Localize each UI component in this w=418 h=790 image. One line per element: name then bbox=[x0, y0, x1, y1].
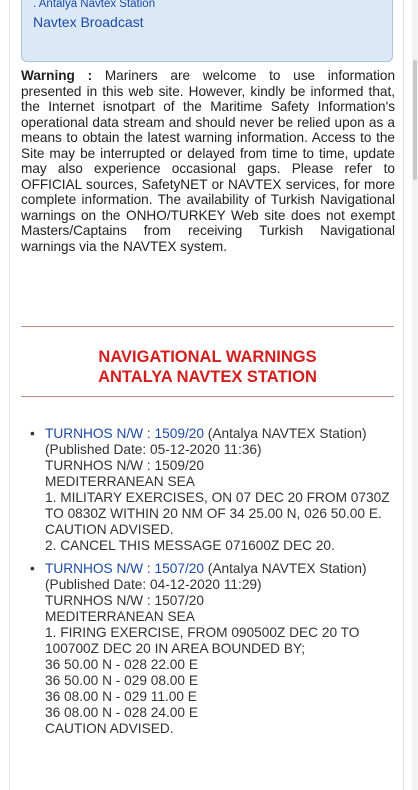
station-box bbox=[21, 0, 393, 62]
warning-id: TURNHOS N/W : 1509/20 bbox=[45, 458, 204, 473]
warning-item-1507 bbox=[30, 561, 390, 737]
published-date: (Published Date: 04-12-2020 11:29) bbox=[45, 577, 262, 592]
warning-link-1507[interactable]: TURNHOS N/W : 1507/20 bbox=[45, 561, 204, 576]
scrollbar-track[interactable] bbox=[412, 0, 418, 790]
divider-bottom bbox=[21, 396, 394, 397]
bullet-icon: • bbox=[30, 426, 35, 441]
scrollbar-thumb[interactable] bbox=[413, 60, 417, 180]
warning-line: 1. MILITARY EXERCISES, ON 07 DEC 20 FROM 0730Z TO 0830Z WITHIN 20 NM OF 34 25.00 N, 026 50.00 E. CAUTION ADVISED. bbox=[45, 490, 390, 537]
warning-area: MEDITERRANEAN SEA bbox=[45, 474, 195, 489]
warning-id: TURNHOS N/W : 1507/20 bbox=[45, 593, 204, 608]
coordinate-line: 36 50.00 N - 029 08.00 E bbox=[45, 673, 198, 688]
station-subtitle-link[interactable]: . Antalya Navtex Station bbox=[33, 0, 156, 10]
section-subtitle: ANTALYA NAVTEX STATION bbox=[98, 368, 317, 386]
warning-station: (Antalya NAVTEX Station) bbox=[203, 561, 367, 576]
divider-top bbox=[21, 326, 394, 327]
warning-line: 1. FIRING EXERCISE, FROM 090500Z DEC 20 TO 100700Z DEC 20 IN AREA BOUNDED BY; bbox=[45, 625, 360, 656]
warning-line: CAUTION ADVISED. bbox=[45, 721, 174, 736]
disclaimer-label: Warning : bbox=[21, 68, 93, 83]
coordinate-line: 36 50.00 N - 028 22.00 E bbox=[45, 657, 198, 672]
warning-item-1509 bbox=[30, 426, 390, 554]
navtex-broadcast-link[interactable]: Navtex Broadcast bbox=[33, 14, 144, 30]
coordinate-line: 36 08.00 N - 029 11.00 E bbox=[45, 689, 197, 704]
disclaimer-body: Mariners are welcome to use information presented in this web site. However, kindly be informed that, the Internet isnotpart of the Maritime Safety Information's operational data stream and should never be relied upon as a means to obtain the latest warning information. Access to the Site may be interrupted or delayed from time to time, update may also experience occasional gaps. Please refer to OFFICIAL sources, SafetyNET or NAVTEX services, for more complete information. The availability of Turkish Navigational warnings on the ONHO/TURKEY Web site does not exempt Masters/Captains from receiving Turkish Navigational warnings via the NAVTEX system. bbox=[21, 68, 396, 254]
section-title: NAVIGATIONAL WARNINGS bbox=[98, 348, 317, 366]
bullet-icon: • bbox=[30, 561, 35, 576]
warning-list bbox=[30, 426, 390, 744]
coordinate-line: 36 08.00 N - 028 24.00 E bbox=[45, 705, 198, 720]
disclaimer-text bbox=[21, 68, 395, 254]
warning-area: MEDITERRANEAN SEA bbox=[45, 609, 195, 624]
published-date: (Published Date: 05-12-2020 11:36) bbox=[45, 442, 262, 457]
warning-station: (Antalya NAVTEX Station) bbox=[203, 426, 367, 441]
warning-link-1509[interactable]: TURNHOS N/W : 1509/20 bbox=[45, 426, 204, 441]
warning-line: 2. CANCEL THIS MESSAGE 071600Z DEC 20. bbox=[45, 538, 335, 553]
